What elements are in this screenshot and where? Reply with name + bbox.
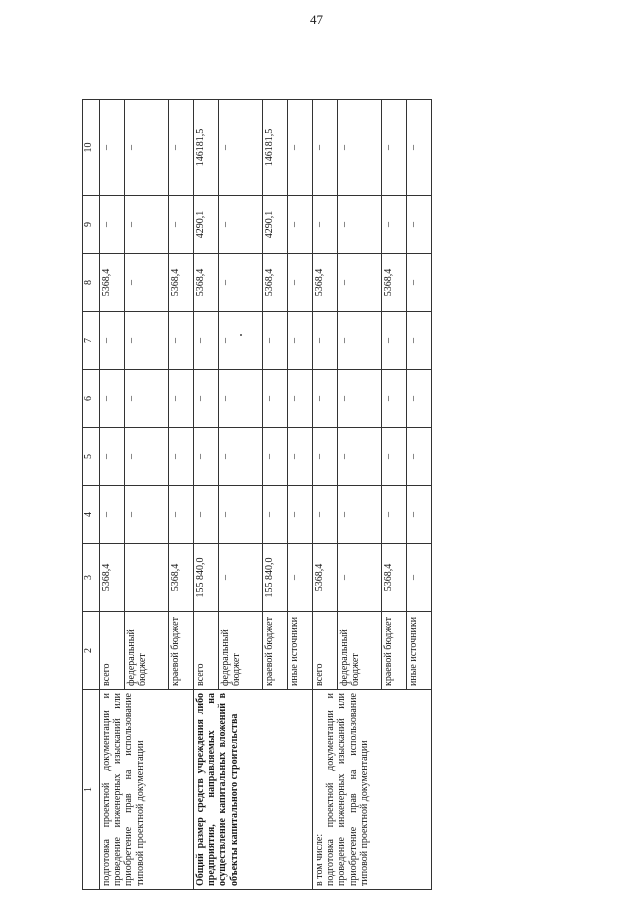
description-text: подготовка проектной документации и проведение инженерных изысканий или приобретение прав на использование типовой проектной документации — [101, 693, 146, 886]
funding-source-cell: всего — [312, 612, 337, 690]
funding-source-cell: краевой бюджет — [263, 612, 288, 690]
value-cell: – — [218, 370, 262, 428]
value-cell: – — [407, 196, 432, 254]
value-cell: – — [382, 486, 407, 544]
value-cell: 5368,4 — [382, 254, 407, 312]
value-cell: – — [407, 100, 432, 196]
value-cell: – — [312, 370, 337, 428]
value-cell: – — [337, 100, 381, 196]
value-cell: – — [100, 486, 125, 544]
value-cell: – — [288, 312, 313, 370]
budget-table — [82, 99, 432, 890]
value-cell: – — [169, 428, 194, 486]
column-header: 2 — [83, 612, 100, 690]
value-cell: 155 840,0 — [194, 544, 219, 612]
table-body — [100, 100, 432, 890]
value-cell: – — [218, 100, 262, 196]
funding-source-cell: иные источники — [407, 612, 432, 690]
value-cell: – — [407, 486, 432, 544]
value-cell: – — [218, 544, 262, 612]
value-cell: – — [169, 370, 194, 428]
value-cell: – — [288, 196, 313, 254]
value-cell: – — [288, 100, 313, 196]
column-header: 6 — [83, 370, 100, 428]
row-description — [312, 690, 431, 890]
value-cell: – — [263, 370, 288, 428]
section-label: в том числе: — [313, 833, 325, 886]
funding-source-cell: федеральный бюджет — [337, 612, 381, 690]
value-cell: – — [382, 100, 407, 196]
value-cell: – — [288, 254, 313, 312]
row-description — [100, 690, 194, 890]
value-cell: – — [124, 428, 168, 486]
funding-source-cell: всего — [194, 612, 219, 690]
value-cell: – — [124, 100, 168, 196]
row-description — [194, 690, 313, 890]
column-header: 4 — [83, 486, 100, 544]
value-cell: – — [263, 428, 288, 486]
value-cell: 5368,4 — [100, 544, 125, 612]
value-cell: 5368,4 — [312, 544, 337, 612]
value-cell: – — [194, 370, 219, 428]
value-cell: – — [100, 100, 125, 196]
value-cell: – — [263, 486, 288, 544]
page-number: 47 — [310, 12, 323, 27]
value-cell: – — [100, 370, 125, 428]
value-cell: – — [169, 100, 194, 196]
value-cell: – — [100, 196, 125, 254]
value-cell: – — [407, 312, 432, 370]
value-cell: – — [194, 428, 219, 486]
value-cell: – — [407, 544, 432, 612]
value-cell: – — [337, 312, 381, 370]
column-header: 8 — [83, 254, 100, 312]
value-cell: – — [407, 428, 432, 486]
value-cell: – — [382, 196, 407, 254]
column-header: 9 — [83, 196, 100, 254]
value-cell: – — [407, 254, 432, 312]
header-row — [83, 100, 100, 890]
value-cell: 146181,5 — [194, 100, 219, 196]
value-cell: – — [124, 196, 168, 254]
value-cell: 5368,4 — [382, 544, 407, 612]
value-cell: – — [337, 370, 381, 428]
value-cell: – — [312, 100, 337, 196]
funding-source-cell: краевой бюджет — [382, 612, 407, 690]
value-cell: – — [218, 312, 262, 370]
value-cell: 5368,4 — [263, 254, 288, 312]
value-cell: – — [288, 544, 313, 612]
value-cell: – — [382, 370, 407, 428]
funding-source-cell: иные источники — [288, 612, 313, 690]
column-header: 7 — [83, 312, 100, 370]
column-header: 1 — [83, 690, 100, 890]
value-cell: – — [312, 196, 337, 254]
value-cell: 155 840,0 — [263, 544, 288, 612]
value-cell: 5368,4 — [312, 254, 337, 312]
table-row — [312, 100, 337, 890]
value-cell: – — [312, 428, 337, 486]
rotated-table-container — [82, 100, 432, 890]
value-cell: 5368,4 — [194, 254, 219, 312]
value-cell: – — [382, 312, 407, 370]
funding-source-cell: всего — [100, 612, 125, 690]
value-cell: 5368,4 — [169, 544, 194, 612]
value-cell: – — [194, 486, 219, 544]
value-cell: – — [124, 312, 168, 370]
value-cell: – — [337, 428, 381, 486]
value-cell: – — [194, 312, 219, 370]
column-header: 3 — [83, 544, 100, 612]
table-row — [100, 100, 125, 890]
value-cell: – — [407, 370, 432, 428]
value-cell: – — [124, 254, 168, 312]
value-cell: – — [337, 544, 381, 612]
value-cell: – — [100, 312, 125, 370]
value-cell: – — [288, 428, 313, 486]
value-cell: 4290,1 — [194, 196, 219, 254]
value-cell: 4290,1 — [263, 196, 288, 254]
value-cell: – — [288, 370, 313, 428]
funding-source-cell: федеральный бюджет — [218, 612, 262, 690]
value-cell: – — [337, 486, 381, 544]
value-cell: 5368,4 — [169, 254, 194, 312]
column-header: 10 — [83, 100, 100, 196]
value-cell: – — [337, 254, 381, 312]
value-cell: – — [169, 312, 194, 370]
value-cell: – — [288, 486, 313, 544]
table-row — [194, 100, 219, 890]
funding-source-cell: краевой бюджет — [169, 612, 194, 690]
value-cell: 5368,4 — [100, 254, 125, 312]
value-cell: – — [337, 196, 381, 254]
description-text: подготовка проектной документации и проведение инженерных изысканий или приобретение прав на использование типовой проектной документации — [325, 693, 370, 886]
value-cell: – — [218, 428, 262, 486]
value-cell — [124, 544, 168, 612]
value-cell: – — [312, 486, 337, 544]
value-cell: – — [124, 486, 168, 544]
value-cell: – — [100, 428, 125, 486]
value-cell: – — [218, 196, 262, 254]
value-cell: – — [169, 486, 194, 544]
funding-source-cell: федеральный бюджет — [124, 612, 168, 690]
description-text: Общий размер средств учреждения либо предприятия, направляемых на осуществление капитальных вложений в объекты капитального строительства — [195, 693, 240, 886]
value-cell: – — [382, 428, 407, 486]
column-header: 5 — [83, 428, 100, 486]
value-cell: – — [312, 312, 337, 370]
value-cell: – — [169, 196, 194, 254]
value-cell: 146181,5 — [263, 100, 288, 196]
value-cell: – — [263, 312, 288, 370]
value-cell: – — [218, 486, 262, 544]
value-cell: – — [124, 370, 168, 428]
value-cell: – — [218, 254, 262, 312]
